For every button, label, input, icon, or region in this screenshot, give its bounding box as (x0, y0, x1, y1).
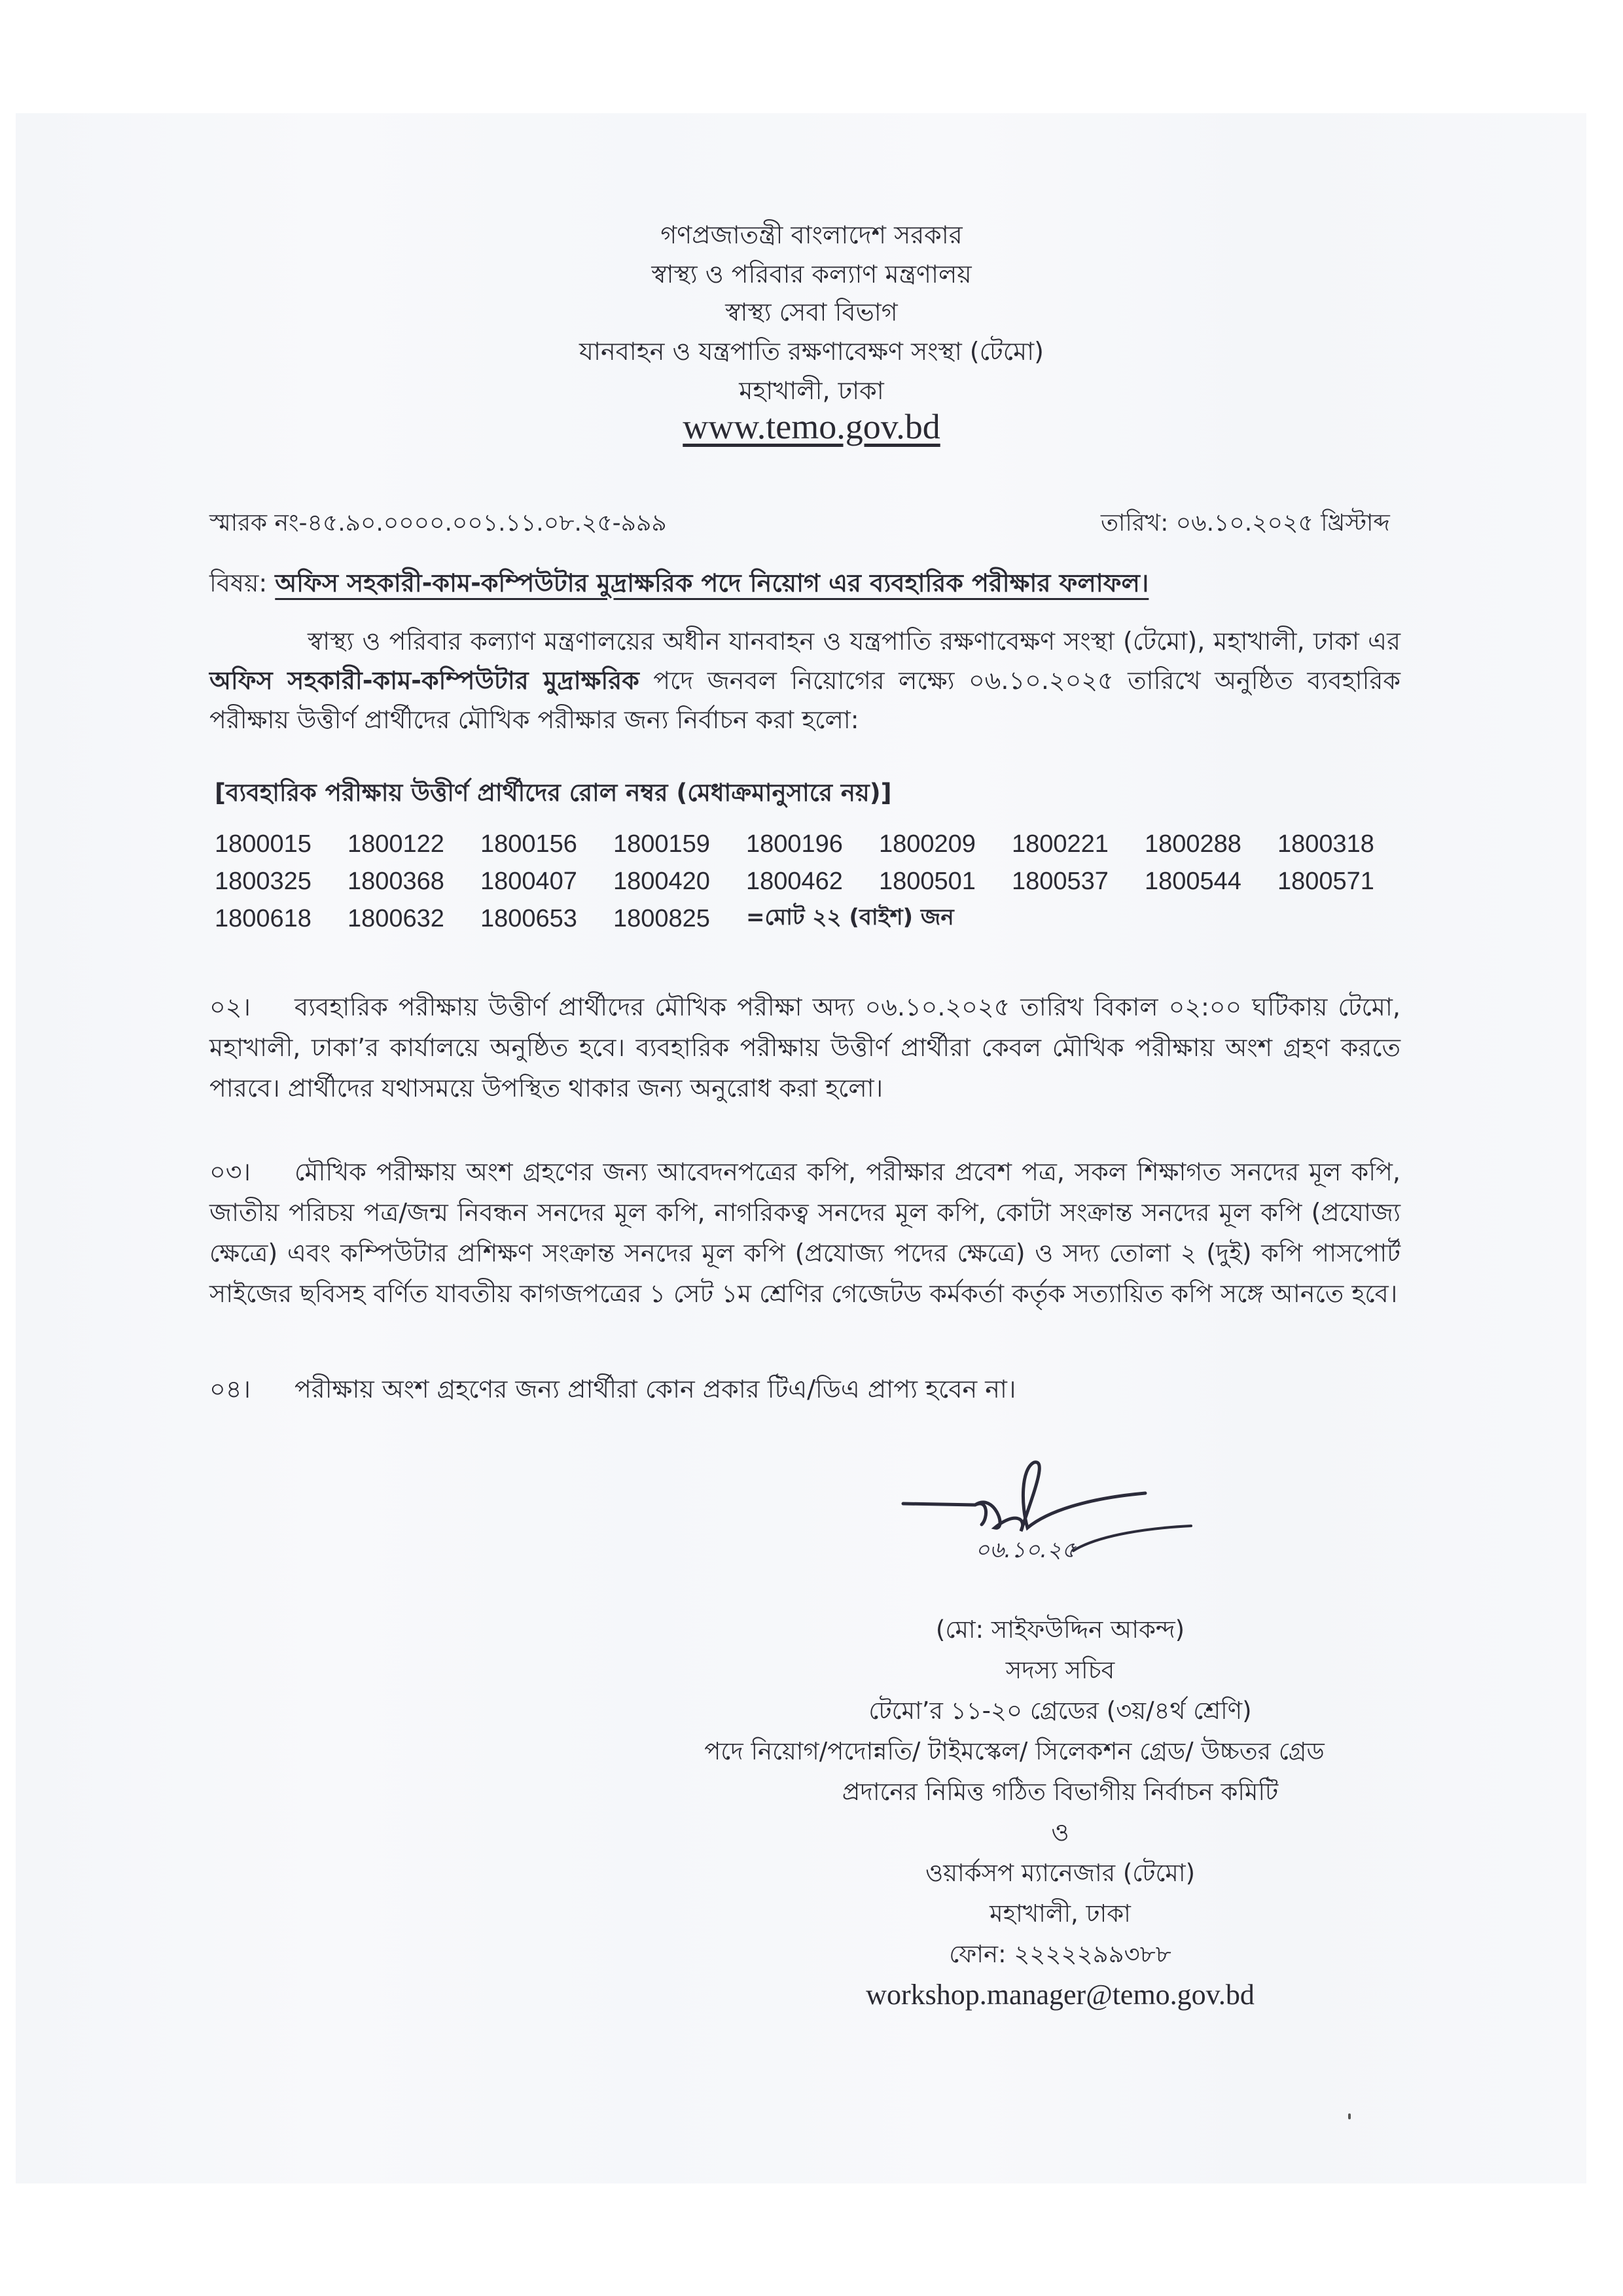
scan-speck (1348, 2113, 1351, 2119)
roll-number: 1800825 (613, 905, 710, 932)
roll-number: 1800407 (480, 868, 577, 895)
roll-number: 1800015 (215, 830, 312, 858)
subject-text: অফিস সহকারী-কাম-কম্পিউটার মুদ্রাক্ষরিক পদে নিয়োগ এর ব্যবহারিক পরীক্ষার ফলাফল। (275, 569, 1149, 597)
paragraph-04 (209, 1369, 1400, 1409)
signature-block (704, 1453, 1414, 2015)
roll-number: 1800632 (348, 905, 444, 932)
roll-row (215, 900, 1410, 938)
roll-number: 1800420 (613, 868, 710, 895)
roll-number: 1800368 (348, 868, 444, 895)
paragraph-text: পরীক্ষায় অংশ গ্রহণের জন্য প্রার্থীরা কোন প্রকার টিএ/ডিএ প্রাপ্য হবেন না। (294, 1375, 1016, 1404)
roll-row (215, 863, 1410, 900)
signatory-committee-3: প্রদানের নিমিত্ত গঠিত বিভাগীয় নির্বাচন কমিটি (842, 1778, 1279, 1806)
roll-number: 1800288 (1145, 830, 1241, 858)
paragraph-02 (209, 987, 1400, 1108)
header-division: স্বাস্থ্য সেবা বিভাগ (725, 298, 898, 327)
intro-text-1: স্বাস্থ্য ও পরিবার কল্যাণ মন্ত্রণালয়ের অধীন যানবাহন ও যন্ত্রপাতি রক্ষণাবেক্ষণ সংস্থা (টেমো), মহাখালী, ঢাকা এর (308, 627, 1400, 656)
paragraph-text: ব্যবহারিক পরীক্ষায় উত্তীর্ণ প্রার্থীদের মৌখিক পরীক্ষা অদ্য ০৬.১০.২০২৫ তারিখ বিকাল ০২:০০ ঘটিকায় টেমো, মহাখালী, ঢাকা’র কার্যালয়ে অনুষ্ঠিত হবে। ব্যবহারিক পরীক্ষায় উত্তীর্ণ প্রার্থীরা কেবল মৌখিক পরীক্ষায় অংশ গ্রহণ করতে পারবে। প্রার্থীদের যথাসময়ে উপস্থিত থাকার জন্য অনুরোধ করা হলো। (209, 993, 1400, 1103)
roll-number: 1800156 (480, 830, 577, 858)
signatory-committee-1: টেমো’র ১১-২০ গ্রেডের (৩য়/৪র্থ শ্রেণি) (868, 1697, 1252, 1725)
intro-text-2: পদে জনবল নিয়োগের লক্ষ্যে ০৬.১০.২০২৫ তারিখে অনুষ্ঠিত ব্যবহারিক পরীক্ষায় উত্তীর্ণ প্রার্থীদের মৌখিক পরীক্ষার জন্য নির্বাচন করা হলো: (209, 666, 1400, 734)
website-link[interactable]: www.temo.gov.bd (683, 407, 940, 446)
handwritten-signature-icon (877, 1453, 1217, 1577)
signatory-designation: ওয়ার্কসপ ম্যানেজার (টেমো) (925, 1859, 1196, 1887)
header-address: মহাখালী, ঢাকা (739, 376, 884, 405)
roll-number: 1800537 (1012, 868, 1109, 895)
roll-number: 1800159 (613, 830, 710, 858)
header-government: গণপ্রজাতন্ত্রী বাংলাদেশ সরকার (660, 221, 963, 249)
roll-number: 1800325 (215, 868, 312, 895)
subject-line (209, 571, 1149, 595)
roll-number: 1800462 (746, 868, 843, 895)
subject-label: বিষয়: (209, 569, 268, 597)
results-heading: [ব্যবহারিক পরীক্ষায় উত্তীর্ণ প্রার্থীদের রোল নম্বর (মেধাক্রমানুসারে নয়)] (215, 779, 892, 807)
roll-number: 1800571 (1277, 868, 1374, 895)
paragraph-text: মৌখিক পরীক্ষায় অংশ গ্রহণের জন্য আবেদনপত্রের কপি, পরীক্ষার প্রবেশ পত্র, সকল শিক্ষাগত সনদের মূল কপি, জাতীয় পরিচয় পত্র/জন্ম নিবন্ধন সনদের মূল কপি, নাগরিকত্ব সনদের মূল কপি, কোটা সংক্রান্ত সনদের মূল কপি (প্রযোজ্য ক্ষেত্রে) এবং কম্পিউটার প্রশিক্ষণ সংক্রান্ত সনদের মূল কপি (প্রযোজ্য পদের ক্ষেত্রে) ও সদ্য তোলা ২ (দুই) কপি পাসপোর্ট সাইজের ছবিসহ বর্ণিত যাবতীয় কাগজপত্রের ১ সেট ১ম শ্রেণির গেজেটড কর্মকর্তা কর্তৃক সত্যায়িত কপি সঙ্গে আনতে হবে। (209, 1157, 1400, 1308)
intro-paragraph (209, 622, 1400, 739)
header-ministry: স্বাস্থ্য ও পরিবার কল্যাণ মন্ত্রণালয় (651, 260, 972, 289)
roll-number: 1800209 (879, 830, 976, 858)
signatory-and: ও (1051, 1818, 1069, 1846)
signature-area (707, 1453, 1414, 1610)
signatory-title: সদস্য সচিব (1005, 1656, 1115, 1684)
signatory-committee-2: পদে নিয়োগ/পদোন্নতি/ টাইমস্কেল/ সিলেকশন গ্রেড/ উচ্চতর গ্রেড (704, 1737, 1325, 1765)
signatory-email-link[interactable]: workshop.manager@temo.gov.bd (866, 1979, 1255, 2011)
roll-number: 1800653 (480, 905, 577, 932)
roll-number: 1800221 (1012, 830, 1109, 858)
roll-number: 1800501 (879, 868, 976, 895)
roll-row (215, 826, 1410, 863)
total-count: =মোট ২২ (বাইশ) জন (746, 904, 954, 930)
roll-number: 1800618 (215, 905, 312, 932)
memo-date: তারিখ: ০৬.১০.২০২৫ খ্রিস্টাব্দ (1101, 510, 1390, 537)
roll-number: 1800544 (1145, 868, 1241, 895)
signatory-address: মহাখালী, ঢাকা (990, 1899, 1131, 1928)
signatory-name: (মো: সাইফউদ্দিন আকন্দ) (935, 1616, 1185, 1644)
roll-number: 1800122 (348, 830, 444, 858)
memo-reference: স্মারক নং-৪৫.৯০.০০০০.০০১.১১.০৮.২৫-৯৯৯ (209, 510, 667, 537)
roll-number-list (215, 826, 1410, 938)
header-organization: যানবাহন ও যন্ত্রপাতি রক্ষণাবেক্ষণ সংস্থা (টেমো) (579, 337, 1044, 366)
intro-post-name: অফিস সহকারী-কাম-কম্পিউটার মুদ্রাক্ষরিক (209, 666, 639, 695)
roll-number: 1800318 (1277, 830, 1374, 858)
paragraph-number: ০৪। (209, 1375, 251, 1404)
handwritten-date: ০৬.১০.২৫ (975, 1537, 1077, 1563)
paragraph-03 (209, 1152, 1400, 1314)
paragraph-number: ০৩। (209, 1157, 251, 1186)
roll-number: 1800196 (746, 830, 843, 858)
signatory-phone: ফোন: ২২২২২৯৯৩৮৮ (949, 1940, 1171, 1968)
paragraph-number: ০২। (209, 993, 251, 1021)
